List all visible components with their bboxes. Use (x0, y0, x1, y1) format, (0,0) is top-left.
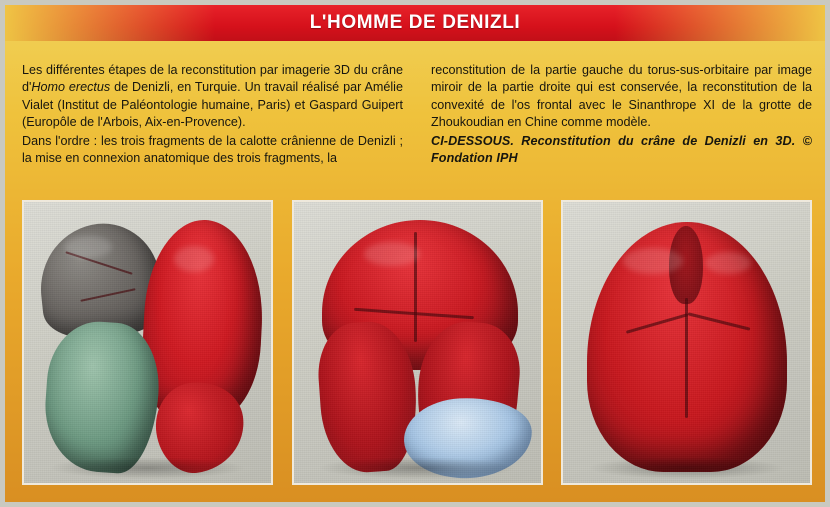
text-column-left (22, 62, 403, 190)
figure-1-grain (24, 202, 271, 483)
figure-strip (22, 200, 812, 485)
figure-1-fragments (22, 200, 273, 485)
figure-2-grain (294, 202, 541, 483)
paragraph-left-2: Dans l'ordre : les trois fragments de la calotte crânienne de Denizli ; la mise en connexion anatomique des trois fragments, la (22, 133, 403, 166)
figure-3-grain (563, 202, 810, 483)
paragraph-right-1: reconstitution de la partie gauche du torus-sus-orbitaire par image miroir de la partie droite qui est conservée, la reconstitution de la convexité de l'os frontal avec le Sinanthrope XI de la grotte de Zhoukoudian en Chine comme modèle. (431, 63, 812, 130)
figure-3-reconstructed (561, 200, 812, 485)
figure-credit: CI-DESSOUS. Reconstitution du crâne de Denizli en 3D. © Fondation IPH (431, 133, 812, 166)
figure-2-assembled (292, 200, 543, 485)
paragraph-left-1: Les différentes étapes de la reconstitution par imagerie 3D du crâne d'Homo erectus de Denizli, en Turquie. Un travail réalisé par Amélie Vialet (Institut de Paléontologie humaine, Paris) et Gaspard Guipert (Europôle de l'Arbois, Aix-en-Provence). (22, 63, 403, 130)
text-column-right (431, 62, 812, 190)
article-text (22, 62, 812, 190)
page-title: L'HOMME DE DENIZLI (309, 12, 521, 33)
